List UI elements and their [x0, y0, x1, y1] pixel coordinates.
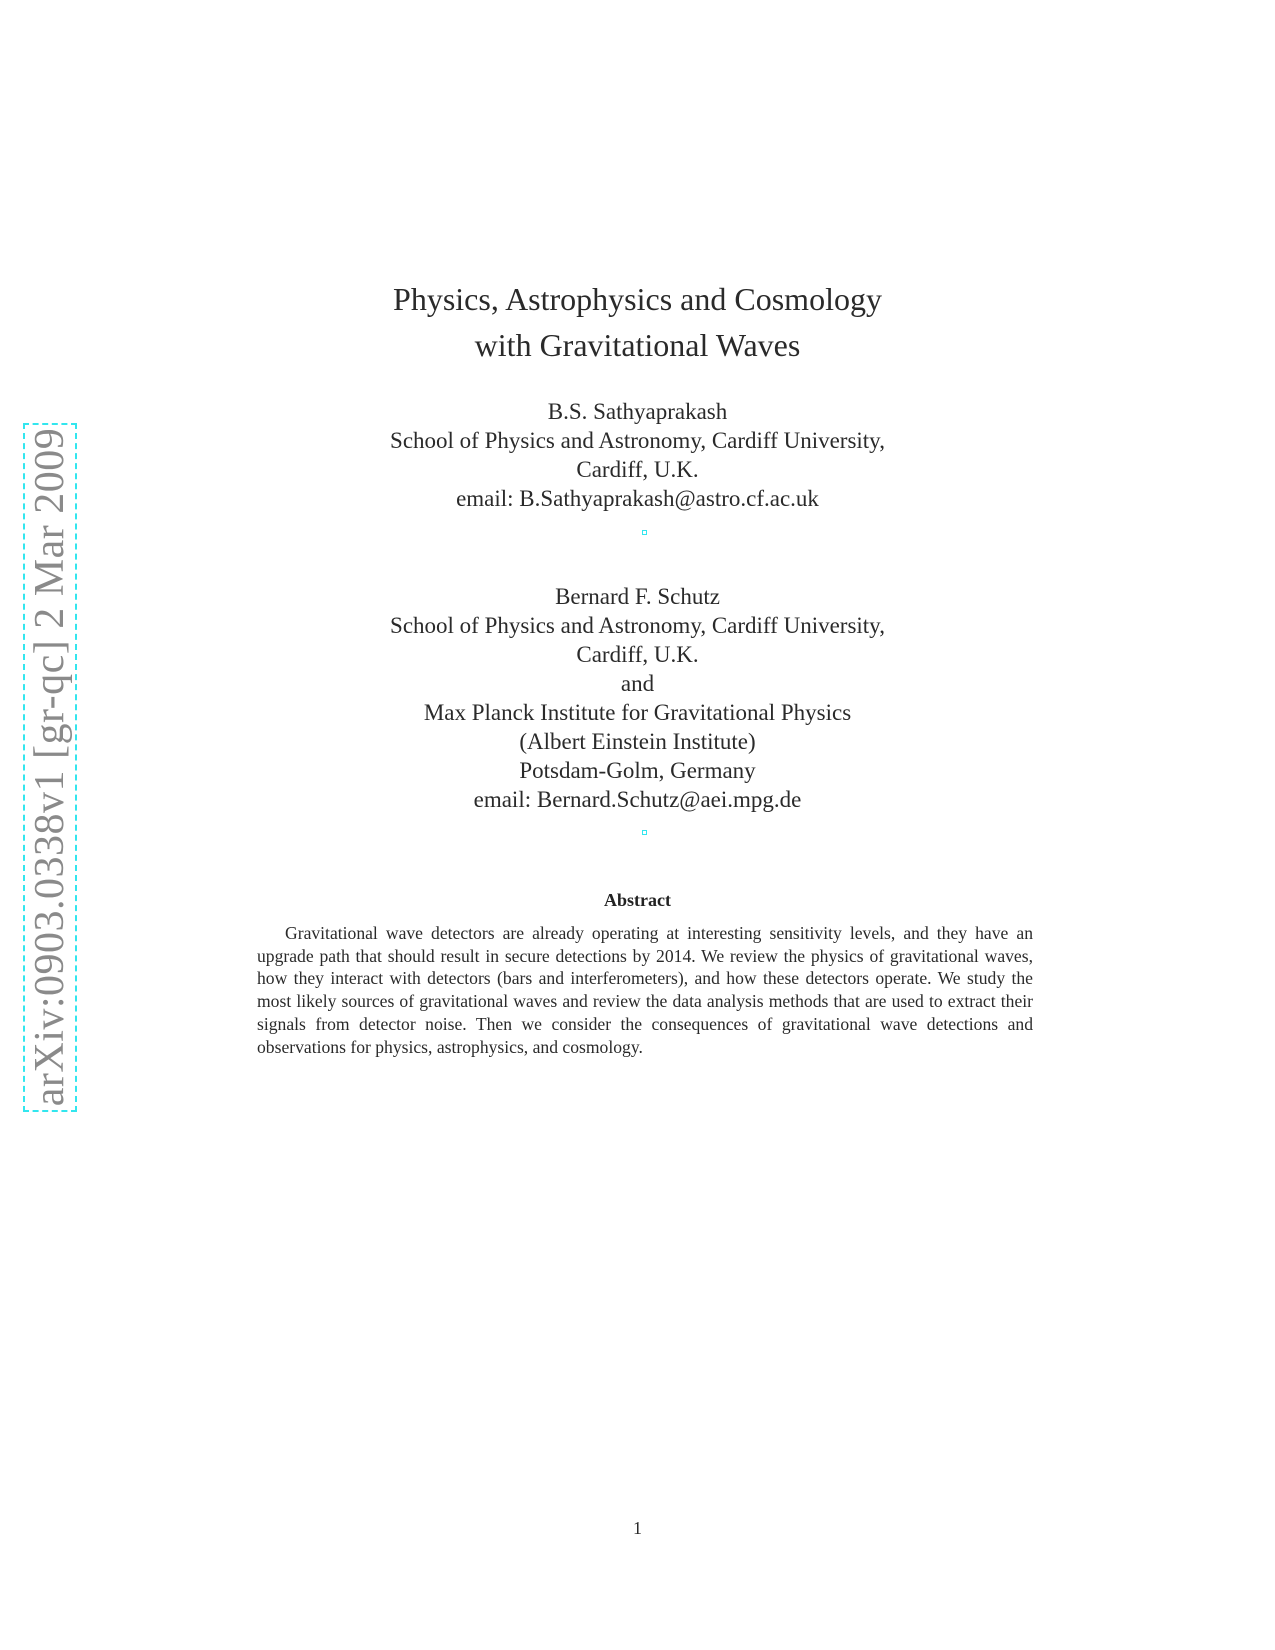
- author-affiliation: (Albert Einstein Institute): [519, 729, 756, 754]
- footnote-marker: [642, 830, 647, 835]
- footnote-marker: [642, 530, 647, 535]
- author-affiliation: Cardiff, U.K.: [576, 642, 699, 667]
- author-name: B.S. Sathyaprakash: [547, 399, 728, 424]
- title-line-1: Physics, Astrophysics and Cosmology: [393, 281, 882, 317]
- arxiv-stamp: arXiv:0903.0338v1 [gr-qc] 2 Mar 2009: [27, 427, 73, 1107]
- author-affiliation: Cardiff, U.K.: [576, 457, 699, 482]
- author-affiliation: Potsdam-Golm, Germany: [519, 758, 756, 783]
- author-email: email: B.Sathyaprakash@astro.cf.ac.uk: [456, 486, 819, 511]
- abstract-text: Gravitational wave detectors are already operating at interesting sensitivity levels, and they have an upgrade path that should result in secure detections by 2014. We review the physics of gravitational waves, how they interact with detectors (bars and interferometers), and how these detectors operate. We study the most likely sources of gravitational waves and review the data analysis methods that are used to extract their signals from detector noise. Then we consider the consequences of gravitational wave detections and observations for physics, astrophysics, and cosmology.: [257, 923, 1033, 1057]
- title-line-2: with Gravitational Waves: [474, 327, 801, 363]
- author-name: Bernard F. Schutz: [555, 584, 720, 609]
- affiliation-conjunction: and: [620, 671, 655, 696]
- page-number: 1: [633, 1518, 642, 1538]
- author-email: email: Bernard.Schutz@aei.mpg.de: [473, 787, 802, 812]
- author-affiliation: School of Physics and Astronomy, Cardiff University,: [390, 613, 885, 638]
- author-block-2: [0, 582, 1275, 814]
- abstract-heading: Abstract: [604, 890, 671, 910]
- author-block-1: [0, 397, 1275, 513]
- author-affiliation: Max Planck Institute for Gravitational Physics: [423, 700, 852, 725]
- author-affiliation: School of Physics and Astronomy, Cardiff University,: [390, 428, 885, 453]
- paper-title: [0, 276, 1275, 368]
